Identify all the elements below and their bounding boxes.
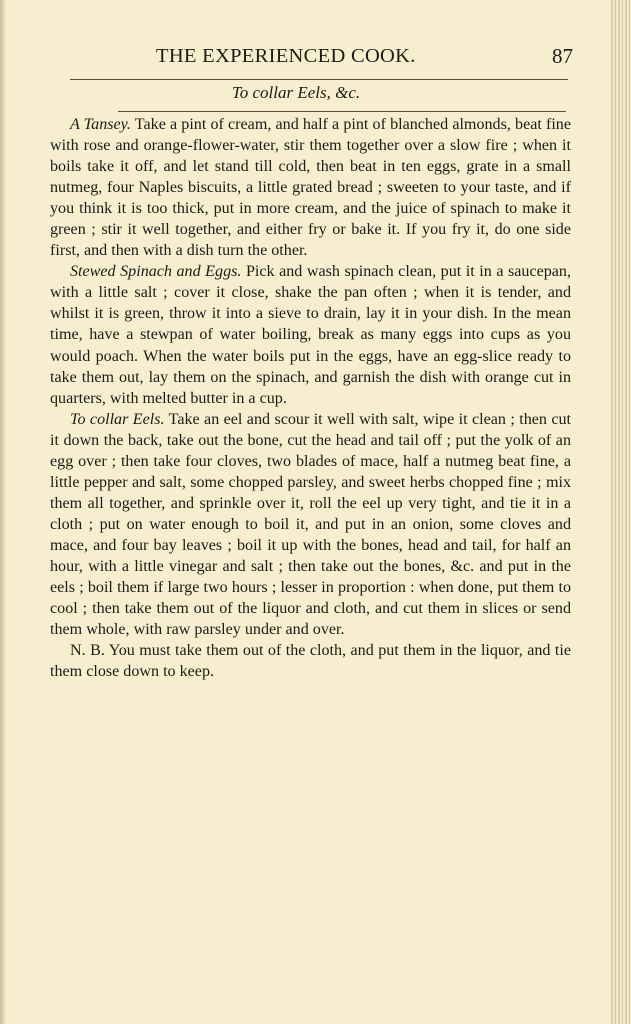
body-text xyxy=(50,114,571,682)
section-subheading: To collar Eels, &c. xyxy=(231,83,361,102)
running-title: THE EXPERIENCED COOK. xyxy=(156,45,416,67)
note-heading: N. B. xyxy=(70,642,105,660)
recipe-heading: To collar Eels. xyxy=(70,410,165,428)
recipe-tansey xyxy=(50,114,571,261)
page-edge-right xyxy=(611,0,631,1024)
recipe-text: Pick and wash spinach clean, put it in a saucepan, with a little salt ; cover it close, shake the pan often ; when it is tender, and whilst it is green, throw it into a sieve to drain, lay it in your dish. In the mean time, have a stewpan of water boiling, break as many eggs into cups as you would poach. When the water boils put in the eggs, have an egg-slice ready to take them out, lay them on the spinach, and garnish the dish with orange cut in quarters, with melted butter in a cup. xyxy=(50,263,571,407)
recipe-text: Take a pint of cream, and half a pint of blanched almonds, beat fine with rose and orange-flower-water, stir them together over a slow fire ; when it boils take it off, and let stand till cold, then beat in ten eggs, grate in a small nutmeg, four Naples biscuits, a little grated bread ; sweeten to your taste, and if you think it is too thick, put in more cream, and the juice of spinach to make it green ; stir it well together, and either fry or bake it. If you fry it, do one side first, and then with a dish turn the other. xyxy=(50,116,571,260)
header-rule xyxy=(70,79,568,80)
subheading-rule xyxy=(118,111,566,112)
recipe-heading: Stewed Spinach and Eggs. xyxy=(70,263,242,281)
recipe-collar-eels xyxy=(50,409,571,641)
note-nb xyxy=(50,640,571,682)
page-edge-left xyxy=(0,0,5,1024)
recipe-text: Take an eel and scour it well with salt, wipe it clean ; then cut it down the back, take out the bone, cut the head and tail off ; put the yolk of an egg over ; then take four cloves, two blades of mace, half a nutmeg beat fine, a little pepper and salt, some chopped parsley, and sweet herbs chopped fine ; mix them all together, and sprinkle over it, roll the eel up very tight, and tie it in a cloth ; put on water enough to boil it, and put in an onion, some cloves and mace, and four bay leaves ; boil it up with the bones, head and tail, for half an hour, with a little vinegar and salt ; then take out the bones, &c. and put in the eels ; boil them if large two hours ; lesser in proportion : when done, put them to cool ; then take them out of the liquor and cloth, and cut them in slices or send them whole, with raw parsley under and over. xyxy=(50,410,571,639)
recipe-stewed-spinach xyxy=(50,261,571,408)
recipe-heading: A Tansey. xyxy=(70,116,131,133)
running-head xyxy=(90,44,580,74)
note-text: You must take them out of the cloth, and put them in the liquor, and tie them close down to keep. xyxy=(50,642,571,681)
page-number: 87 xyxy=(552,44,573,68)
